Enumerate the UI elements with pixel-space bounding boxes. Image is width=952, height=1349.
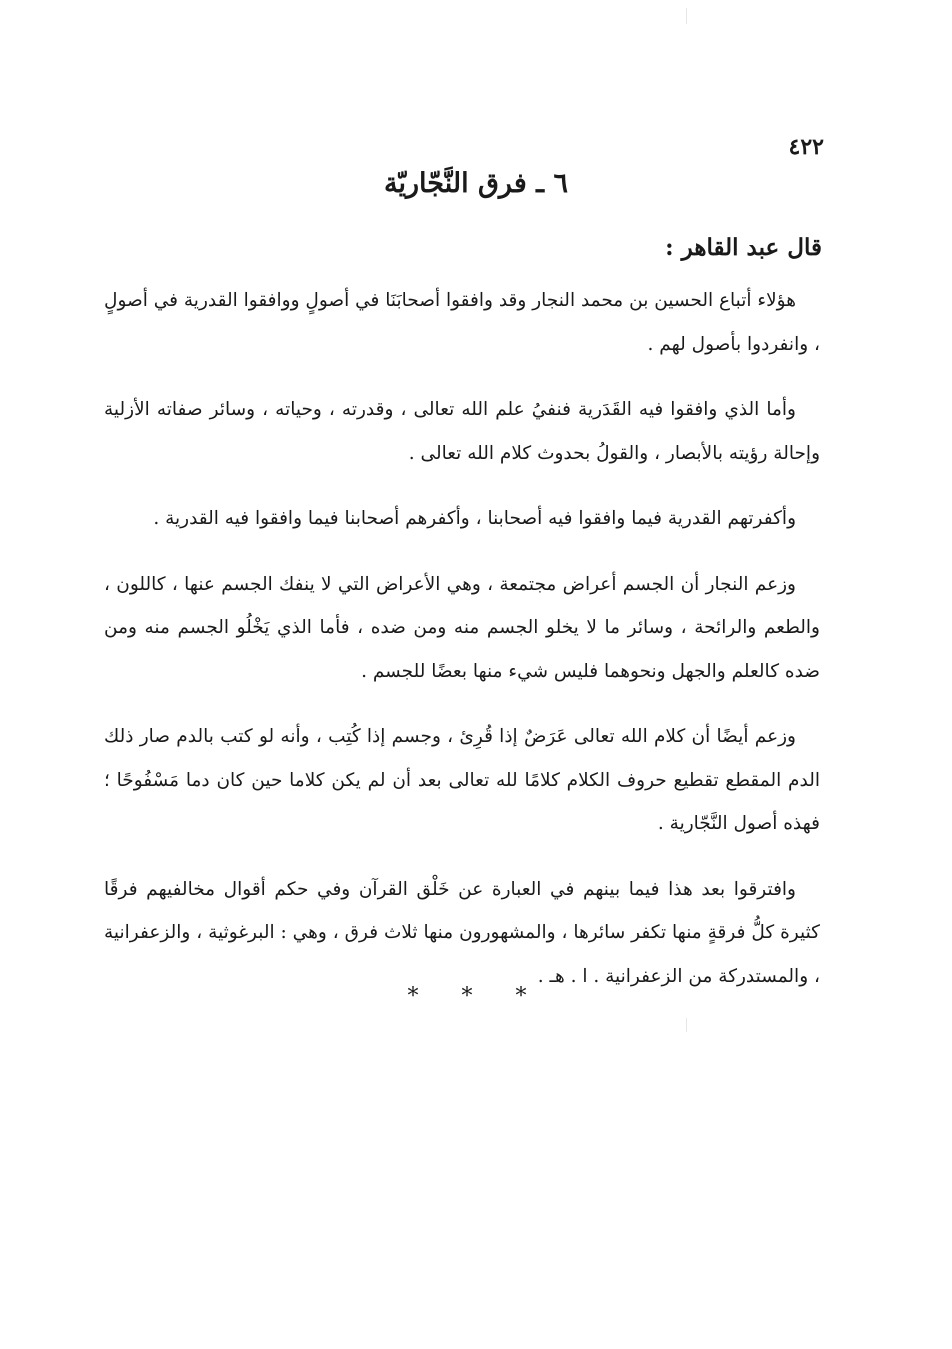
paragraph-3: وأكفرتهم القدرية فيما وافقوا فيه أصحابنا ، وأكفرهم أصحابنا فيما وافقوا فيه القدرية . bbox=[153, 508, 796, 529]
page-number: ٤٢٢ bbox=[788, 134, 824, 160]
paragraph-6: وافترقوا بعد هذا فيما بينهم في العبارة عن خَلْق القرآن وفي حكم أقوال مخالفيهم فرقًا كثيرة كلُّ فرقةٍ منها تكفر سائرها ، والمشهورون منها ثلاث فرق ، وهي : البرغوثية ، والزعفرانية ، والمستدركة من الزعفرانية . ا . هـ . bbox=[104, 878, 820, 987]
section-separator: * * * bbox=[407, 984, 545, 1009]
paragraph-5: وزعم أيضًا أن كلام الله تعالى عَرَضٌ إذا قُرِئ ، وجسم إذا كُتِب ، وأنه لو كتب بالدم صار ذلك الدم المقطع تقطيع حروف الكلام كلامًا لله تعالى بعد أن لم يكن كلاما حين كان دما مَسْفُوحًا ؛ فهذه أصول النَّجّارية . bbox=[104, 726, 820, 834]
scan-artifact bbox=[686, 8, 687, 24]
paragraph-4: وزعم النجار أن الجسم أعراض مجتمعة ، وهي الأعراض التي لا ينفك الجسم عنها ، كاللون ، والطعم والرائحة ، وسائر ما لا يخلو الجسم منه ومن ضده ، فأما الذي يَخْلُو الجسم منه ومن ضده كالعلم والجهل ونحوهما فليس شيء منها بعضًا للجسم . bbox=[104, 573, 820, 682]
paragraph-2: وأما الذي وافقوا فيه القَدَرية فنفيُ علم الله تعالى ، وقدرته ، وحياته ، وسائر صفاته الأزلية وإحالة رؤيته بالأبصار ، والقولُ بحدوث كلام الله تعالى . bbox=[104, 399, 820, 464]
speaker-heading: قال عبد القاهر : bbox=[665, 234, 822, 261]
body-text bbox=[104, 279, 820, 1020]
chapter-title: ٦ ـ فرق النَّجّاريّة bbox=[384, 168, 568, 199]
scan-artifact bbox=[686, 1018, 687, 1032]
paragraph-1: هؤلاء أتباع الحسين بن محمد النجار وقد وافقوا أصحابَنَا في أصولٍ ووافقوا القدرية في أصولٍ ، وانفردوا بأصول لهم . bbox=[104, 290, 820, 355]
